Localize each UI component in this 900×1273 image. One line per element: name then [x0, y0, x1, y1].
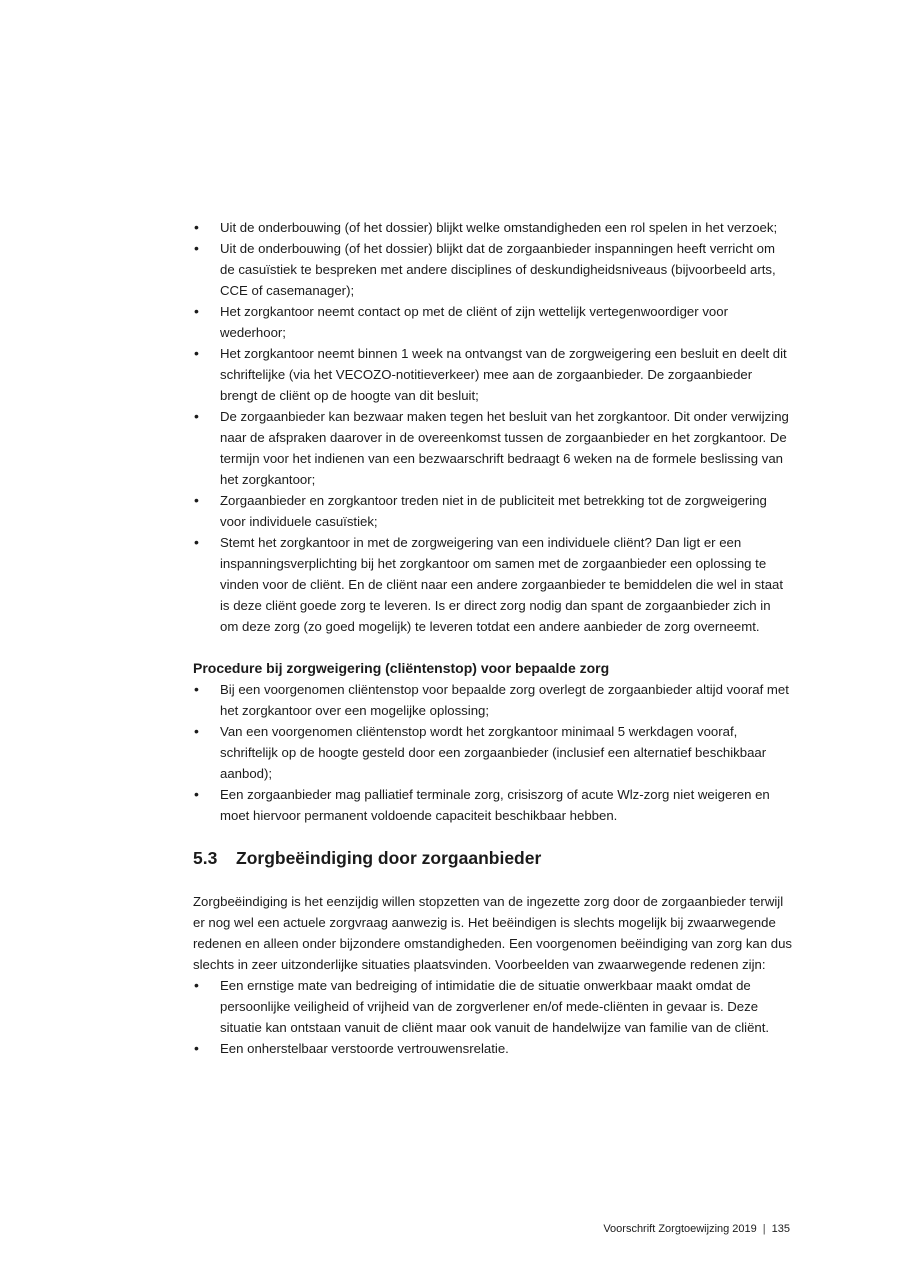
list-item: • Uit de onderbouwing (of het dossier) blijkt dat de zorgaanbieder inspanningen heeft verricht om de casuïstiek te bespreken met andere disciplines of deskundigheidsniveaus (bijvoorbeeld arts, CCE of casemanager); [193, 238, 792, 301]
list-item: • Het zorgkantoor neemt binnen 1 week na ontvangst van de zorgweigering een besluit en deelt dit schriftelijke (via het VECOZO-notitieverkeer) mee aan de zorgaanbieder. De zorgaanbieder brengt de cliënt op de hoogte van dit besluit; [193, 343, 792, 406]
page-footer [603, 1222, 790, 1236]
list-item: • Zorgaanbieder en zorgkantoor treden niet in de publiciteit met betrekking tot de zorgweigering voor individuele casuïstiek; [193, 490, 792, 532]
list-item: • De zorgaanbieder kan bezwaar maken tegen het besluit van het zorgkantoor. Dit onder verwijzing naar de afspraken daarover in de overeenkomst tussen de zorgaanbieder en het zorgkantoor. De termijn voor het indienen van een bezwaarschrift bedraagt 6 weken na de formele beslissing van het zorgkantoor; [193, 406, 792, 490]
list-item: • Een ernstige mate van bedreiging of intimidatie die de situatie onwerkbaar maakt omdat de persoonlijke veiligheid of vrijheid van de zorgverlener en/of mede-cliënten in gevaar is. Deze situatie kan ontstaan vanuit de cliënt maar ook vanuit de handelwijze van familie van de cliënt. [193, 975, 792, 1038]
list-item: • Stemt het zorgkantoor in met de zorgweigering van een individuele cliënt? Dan ligt er een inspanningsverplichting bij het zorgkantoor om samen met de zorgaanbieder een oplossing te vinden voor de cliënt. En de cliënt naar een andere zorgaanbieder te bemiddelen die wel in staat is deze cliënt goede zorg te leveren. Is er direct zorg nodig dan spant de zorgaanbieder zich in om deze zorg (zo goed mogelijk) te leveren totdat een andere aanbieder de zorg overneemt. [193, 532, 792, 637]
bullet-list-clientenstop [193, 679, 792, 826]
bullet-list-zwaarwegende-redenen [193, 975, 792, 1059]
footer-document-title: Voorschrift Zorgtoewijzing 2019 [603, 1223, 757, 1235]
page-number: 135 [771, 1223, 790, 1235]
list-item: • Bij een voorgenomen cliëntenstop voor bepaalde zorg overlegt de zorgaanbieder altijd vooraf met het zorgkantoor over een mogelijke oplossing; [193, 679, 792, 721]
list-item: • Een onherstelbaar verstoorde vertrouwensrelatie. [193, 1038, 792, 1059]
paragraph-zorgbeeindiging: Zorgbeëindiging is het eenzijdig willen stopzetten van de ingezette zorg door de zorgaanbieder terwijl er nog wel een actuele zorgvraag aanwezig is. Het beëindigen is slechts mogelijk bij zwaarwegende redenen en alleen onder bijzondere omstandigheden. Een voorgenomen beëindiging van zorg kan dus slechts in zeer uitzonderlijke situaties plaatsvinden. Voorbeelden van zwaarwegende redenen zijn: [193, 894, 793, 972]
list-item: • Het zorgkantoor neemt contact op met de cliënt of zijn wettelijk vertegenwoordiger voor wederhoor; [193, 301, 792, 343]
section-heading-5-3 [193, 845, 792, 871]
list-item: • Van een voorgenomen cliëntenstop wordt het zorgkantoor minimaal 5 werkdagen vooraf, schriftelijk op de hoogte gesteld door een zorgaanbieder (inclusief een alternatief beschikbaar aanbod); [193, 721, 792, 784]
document-content [193, 217, 792, 1059]
footer-separator: | [762, 1223, 766, 1235]
section-number: 5.3 [193, 848, 218, 868]
bullet-list-zorgweigering [193, 217, 792, 637]
list-item: • Een zorgaanbieder mag palliatief terminale zorg, crisiszorg of acute Wlz-zorg niet weigeren en moet hiervoor permanent voldoende capaciteit beschikbaar hebben. [193, 784, 792, 826]
section-title: Zorgbeëindiging door zorgaanbieder [236, 848, 542, 868]
list-item: • Uit de onderbouwing (of het dossier) blijkt welke omstandigheden een rol spelen in het verzoek; [193, 217, 792, 238]
subheading-procedure-clientenstop: Procedure bij zorgweigering (cliëntenstop) voor bepaalde zorg [193, 660, 610, 676]
